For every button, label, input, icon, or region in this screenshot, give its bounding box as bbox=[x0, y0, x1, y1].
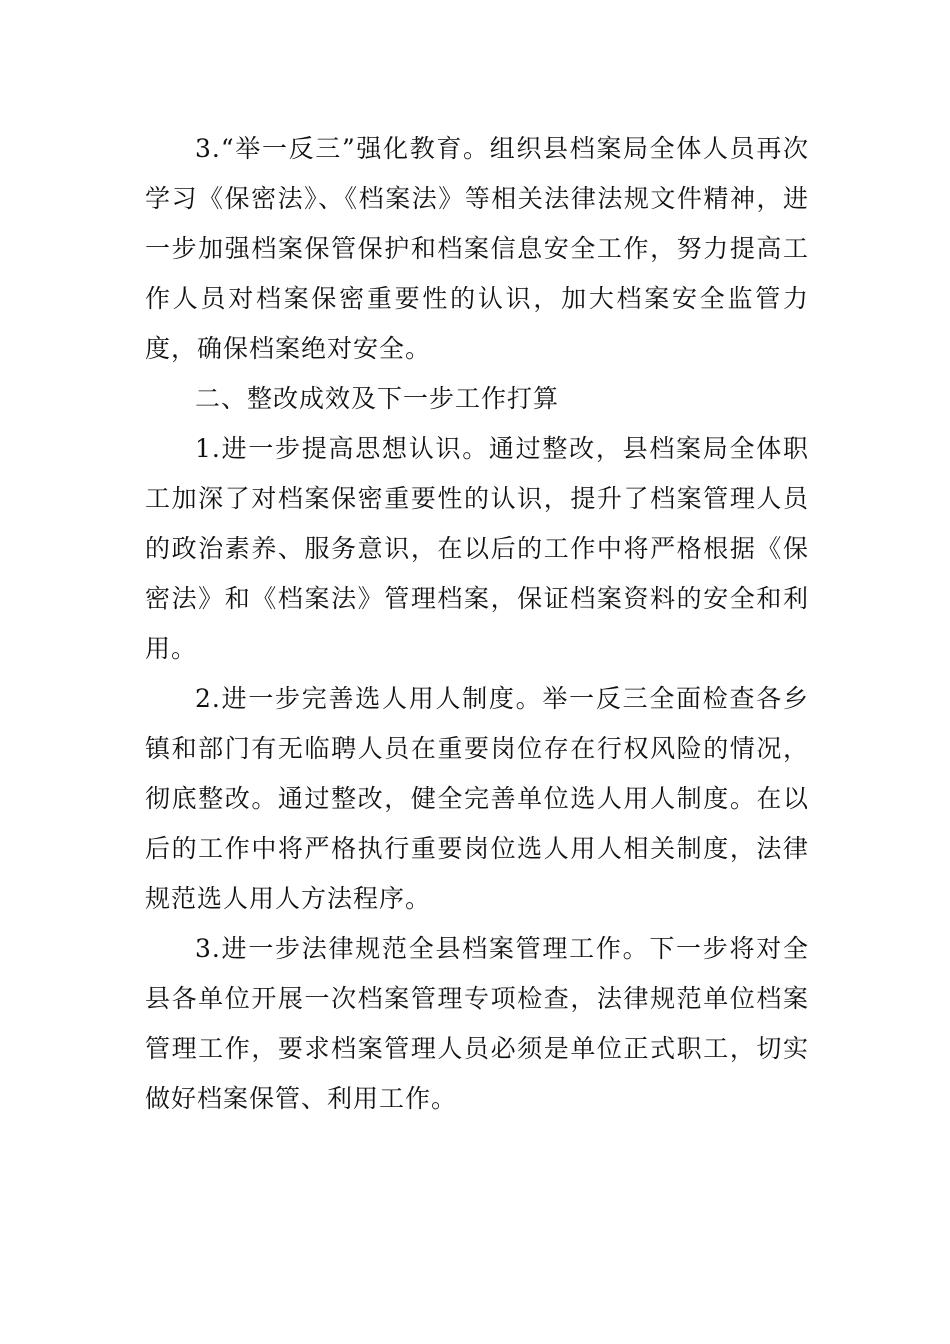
paragraph-archive-management: 3.进一步法律规范全县档案管理工作。下一步将对全县各单位开展一次档案管理专项检查，法律规范单位档案管理工作，要求档案管理人员必须是单位正式职工，切实做好档案保管、利用工作。 bbox=[145, 934, 809, 1113]
paragraph-personnel-system: 2.进一步完善选人用人制度。举一反三全面检查各乡镇和部门有无临聘人员在重要岗位存在行权风险的情况，彻底整改。通过整改，健全完善单位选人用人制度。在以后的工作中将严格执行重要岗位选人用人相关制度，法律规范选人用人方法程序。 bbox=[145, 684, 809, 913]
paragraph-education: 3.“举一反三”强化教育。组织县档案局全体人员再次学习《保密法》、《档案法》等相关法律法规文件精神，进一步加强档案保管保护和档案信息安全工作，努力提高工作人员对档案保密重要性的认识，加大档案安全监管力度，确保档案绝对安全。 bbox=[145, 134, 809, 363]
document-body bbox=[145, 124, 809, 1124]
paragraph-awareness: 1.进一步提高思想认识。通过整改，县档案局全体职工加深了对档案保密重要性的认识，提升了档案管理人员的政治素养、服务意识，在以后的工作中将严格根据《保密法》和《档案法》管理档案，保证档案资料的安全和利用。 bbox=[145, 434, 809, 663]
section-heading-results: 二、整改成效及下一步工作打算 bbox=[195, 384, 560, 413]
